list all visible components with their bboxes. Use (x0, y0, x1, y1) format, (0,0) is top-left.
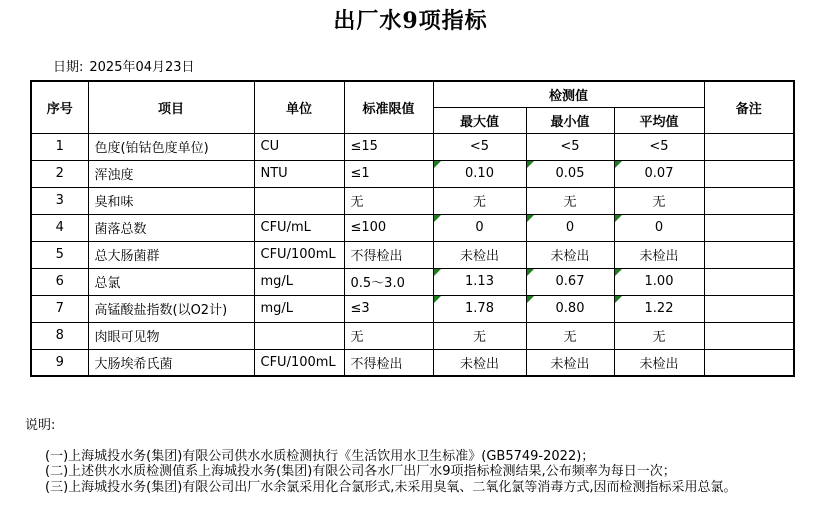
cell-limit: 无 (344, 322, 433, 349)
cell-max (433, 160, 526, 187)
green-corner-icon (527, 161, 534, 168)
cell-min (526, 187, 614, 214)
date-value: 2025年04月23日 (89, 60, 195, 75)
cell-remark (704, 268, 794, 295)
avg-value: 0.07 (644, 166, 674, 181)
cell-remark (704, 187, 794, 214)
cell-limit: ≤15 (344, 133, 433, 160)
cell-item: 高锰酸盐指数(以O2计) (88, 295, 254, 322)
cell-min (526, 322, 614, 349)
green-corner-icon (615, 296, 622, 303)
cell-remark (704, 295, 794, 322)
col-header-max: 最大值 (433, 107, 526, 133)
cell-avg (614, 268, 704, 295)
cell-limit: 不得检出 (344, 241, 433, 268)
min-value: 0.05 (555, 166, 585, 181)
cell-unit: NTU (254, 160, 344, 187)
cell-unit: CFU/100mL (254, 241, 344, 268)
cell-no: 5 (31, 241, 88, 268)
cell-limit: 0.5～3.0 (344, 268, 433, 295)
min-value: <5 (560, 139, 580, 154)
cell-item: 色度(铂钴色度单位) (88, 133, 254, 160)
min-value: 未检出 (550, 356, 590, 372)
col-header-unit: 单位 (254, 81, 344, 133)
green-corner-icon (527, 296, 534, 303)
cell-item: 臭和味 (88, 187, 254, 214)
green-corner-icon (434, 215, 441, 222)
cell-avg (614, 187, 704, 214)
green-corner-icon (434, 161, 441, 168)
avg-value: 未检出 (639, 249, 679, 264)
cell-item: 大肠埃希氏菌 (88, 349, 254, 376)
table-row (31, 322, 794, 349)
cell-no: 9 (31, 349, 88, 376)
cell-max (433, 322, 526, 349)
cell-remark (704, 322, 794, 349)
table-row (31, 241, 794, 268)
cell-remark (704, 160, 794, 187)
avg-value: 无 (652, 330, 666, 345)
cell-avg (614, 214, 704, 241)
cell-avg (614, 349, 704, 376)
min-value: 无 (563, 330, 577, 345)
max-value: 未检出 (459, 249, 499, 264)
col-header-no: 序号 (31, 81, 88, 133)
green-corner-icon (615, 161, 622, 168)
avg-value: <5 (649, 139, 669, 154)
cell-no: 1 (31, 133, 88, 160)
cell-avg (614, 322, 704, 349)
green-corner-icon (615, 269, 622, 276)
notes-section (25, 418, 805, 495)
cell-unit: CFU/100mL (254, 349, 344, 376)
cell-unit: CFU/mL (254, 214, 344, 241)
col-header-remark: 备注 (704, 81, 794, 133)
cell-item: 菌落总数 (88, 214, 254, 241)
cell-max (433, 268, 526, 295)
cell-avg (614, 133, 704, 160)
cell-min (526, 133, 614, 160)
green-corner-icon (615, 215, 622, 222)
cell-avg (614, 295, 704, 322)
max-value: 1.13 (465, 274, 494, 289)
cell-max (433, 133, 526, 160)
max-value: 1.78 (465, 301, 494, 316)
avg-value: 1.22 (644, 301, 674, 316)
cell-no: 8 (31, 322, 88, 349)
water-quality-table (30, 80, 795, 377)
avg-value: 1.00 (644, 274, 674, 289)
col-header-limit: 标准限值 (344, 81, 433, 133)
min-value: 0 (565, 220, 575, 235)
cell-unit: CU (254, 133, 344, 160)
avg-value: 无 (652, 195, 666, 210)
green-corner-icon (434, 269, 441, 276)
max-value: 0.10 (465, 166, 494, 181)
green-corner-icon (527, 215, 534, 222)
table-row (31, 349, 794, 376)
cell-min (526, 214, 614, 241)
report-date (53, 56, 195, 75)
table-row (31, 295, 794, 322)
cell-max (433, 187, 526, 214)
min-value: 无 (563, 195, 577, 210)
cell-remark (704, 241, 794, 268)
avg-value: 0 (654, 220, 664, 235)
cell-remark (704, 133, 794, 160)
cell-avg (614, 160, 704, 187)
cell-min (526, 295, 614, 322)
cell-remark (704, 214, 794, 241)
min-value: 0.80 (555, 301, 585, 316)
cell-item: 总大肠菌群 (88, 241, 254, 268)
cell-avg (614, 241, 704, 268)
max-value: 0 (475, 220, 484, 235)
cell-no: 7 (31, 295, 88, 322)
cell-max (433, 349, 526, 376)
page-title: 出厂水9项指标 (333, 8, 488, 34)
cell-limit: 无 (344, 187, 433, 214)
cell-item: 总氯 (88, 268, 254, 295)
col-header-item: 项目 (88, 81, 254, 133)
cell-max (433, 241, 526, 268)
cell-no: 6 (31, 268, 88, 295)
max-value: <5 (469, 139, 490, 154)
table-row (31, 133, 794, 160)
notes-heading: 说明: (25, 418, 56, 433)
col-header-avg: 平均值 (614, 107, 704, 133)
max-value: 无 (472, 195, 486, 210)
date-label: 日期: (53, 60, 84, 75)
cell-limit: ≤100 (344, 214, 433, 241)
table-row (31, 187, 794, 214)
green-corner-icon (434, 296, 441, 303)
table-row (31, 160, 794, 187)
cell-no: 4 (31, 214, 88, 241)
max-value: 无 (472, 330, 486, 345)
cell-limit: 不得检出 (344, 349, 433, 376)
max-value: 未检出 (459, 356, 499, 372)
min-value: 未检出 (550, 249, 590, 264)
cell-unit (254, 322, 344, 349)
note-line: (一)上海城投水务(集团)有限公司供水水质检测执行《生活饮用水卫生标准》(GB5749-2022)； (45, 448, 595, 464)
cell-unit (254, 187, 344, 214)
cell-unit: mg/L (254, 268, 344, 295)
cell-min (526, 241, 614, 268)
table-row (31, 214, 794, 241)
cell-min (526, 349, 614, 376)
cell-min (526, 268, 614, 295)
cell-item: 浑浊度 (88, 160, 254, 187)
cell-min (526, 160, 614, 187)
note-line: (三)上海城投水务(集团)有限公司出厂水余氯采用化合氯形式,未采用臭氧、二氧化氯等消毒方式,因而检测指标采用总氯。 (45, 479, 737, 495)
cell-no: 2 (31, 160, 88, 187)
avg-value: 未检出 (639, 356, 679, 372)
min-value: 0.67 (555, 274, 585, 289)
cell-unit: mg/L (254, 295, 344, 322)
note-line: (二)上述供水水质检测值系上海城投水务(集团)有限公司各水厂出厂水9项指标检测结果,公布频率为每日一次； (45, 464, 676, 479)
green-corner-icon (527, 269, 534, 276)
cell-max (433, 214, 526, 241)
cell-max (433, 295, 526, 322)
table-row (31, 268, 794, 295)
cell-limit: ≤3 (344, 295, 433, 322)
cell-limit: ≤1 (344, 160, 433, 187)
cell-remark (704, 349, 794, 376)
cell-no: 3 (31, 187, 88, 214)
col-header-min: 最小值 (526, 107, 614, 133)
col-header-detection: 检测值 (433, 81, 704, 107)
header-row-1 (31, 81, 794, 107)
cell-item: 肉眼可见物 (88, 322, 254, 349)
